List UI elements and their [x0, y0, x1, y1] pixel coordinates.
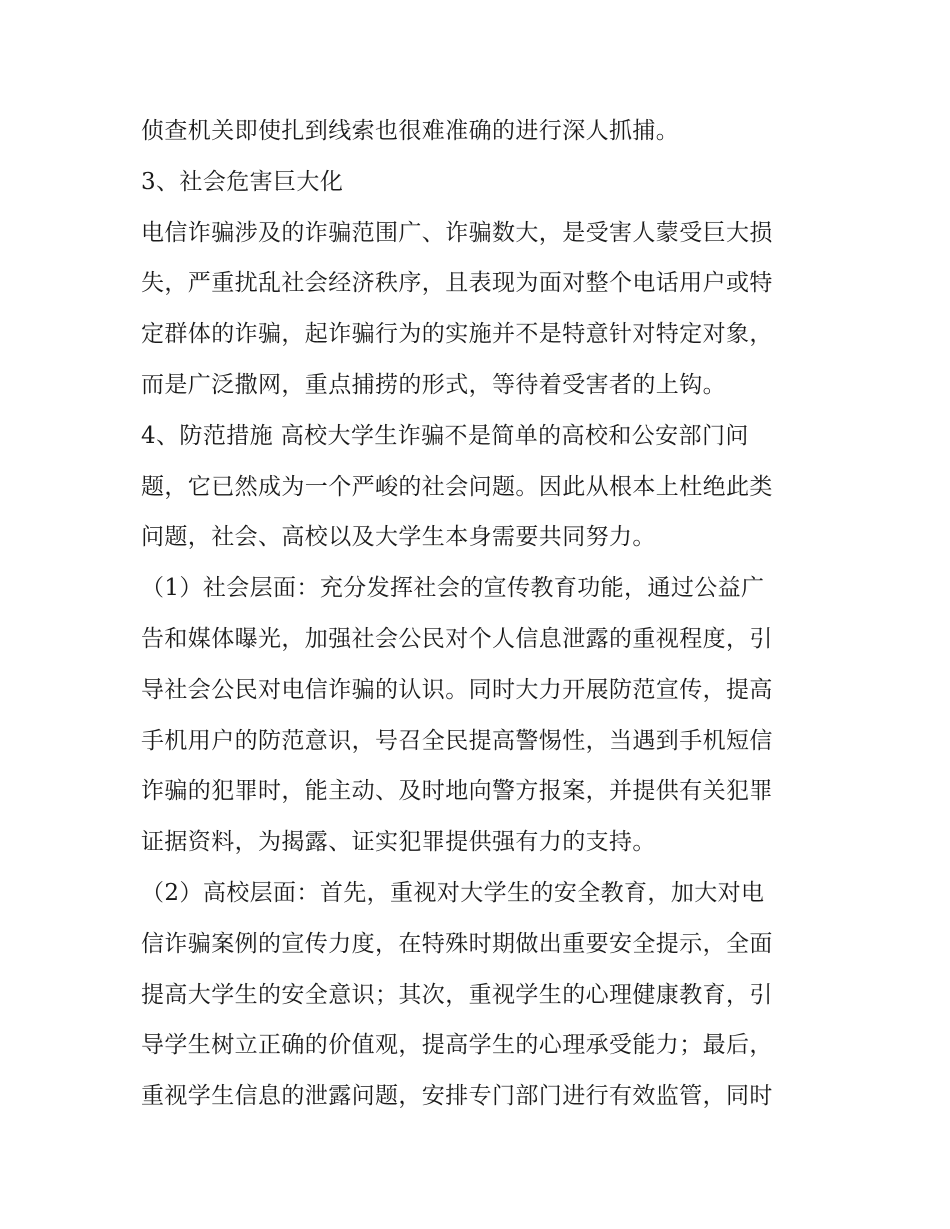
text-line: 而是广泛撒网，重点捕捞的形式，等待着受害者的上钩。	[141, 371, 726, 398]
body-text	[141, 106, 813, 1122]
text-line: 诈骗的犯罪时，能主动、及时地向警方报案，并提供有关犯罪	[141, 778, 773, 805]
text-line: 告和媒体曝光，加强社会公民对个人信息泄露的重视程度，引	[141, 625, 773, 652]
text-line: 导社会公民对电信诈骗的认识。同时大力开展防范宣传，提高	[141, 676, 773, 703]
text-line: 题，它已然成为一个严峻的社会问题。因此从根本上杜绝此类	[141, 473, 773, 500]
text-line: 电信诈骗涉及的诈骗范围广、诈骗数大，是受害人蒙受巨大损	[141, 219, 773, 246]
text-line: 定群体的诈骗，起诈骗行为的实施并不是特意针对特定对象，	[141, 321, 773, 348]
text-line: 失，严重扰乱社会经济秩序，且表现为面对整个电话用户或特	[141, 270, 773, 297]
subsection-1: （1）社会层面：充分发挥社会的宣传教育功能，通过公益广	[141, 575, 765, 602]
text-line: 导学生树立正确的价值观，提高学生的心理承受能力；最后，	[141, 1032, 773, 1059]
text-line: 问题，社会、高校以及大学生本身需要共同努力。	[141, 524, 656, 551]
section-heading-4: 4、防范措施 高校大学生诈骗不是简单的高校和公安部门问	[141, 422, 749, 449]
subsection-2: （2）高校层面：首先，重视对大学生的安全教育，加大对电	[141, 879, 765, 906]
text-line: 手机用户的防范意识，号召全民提高警惕性，当遇到手机短信	[141, 727, 773, 754]
text-line: 证据资料，为揭露、证实犯罪提供强有力的支持。	[141, 829, 656, 856]
text-line: 信诈骗案例的宣传力度，在特殊时期做出重要安全提示，全面	[141, 930, 773, 957]
text-line: 提高大学生的安全意识；其次，重视学生的心理健康教育，引	[141, 981, 773, 1008]
section-heading-3: 3、社会危害巨大化	[141, 168, 344, 195]
text-line: 重视学生信息的泄露问题，安排专门部门进行有效监管，同时	[141, 1083, 773, 1110]
text-line: 侦查机关即使扎到线索也很难准确的进行深人抓捕。	[141, 118, 680, 144]
